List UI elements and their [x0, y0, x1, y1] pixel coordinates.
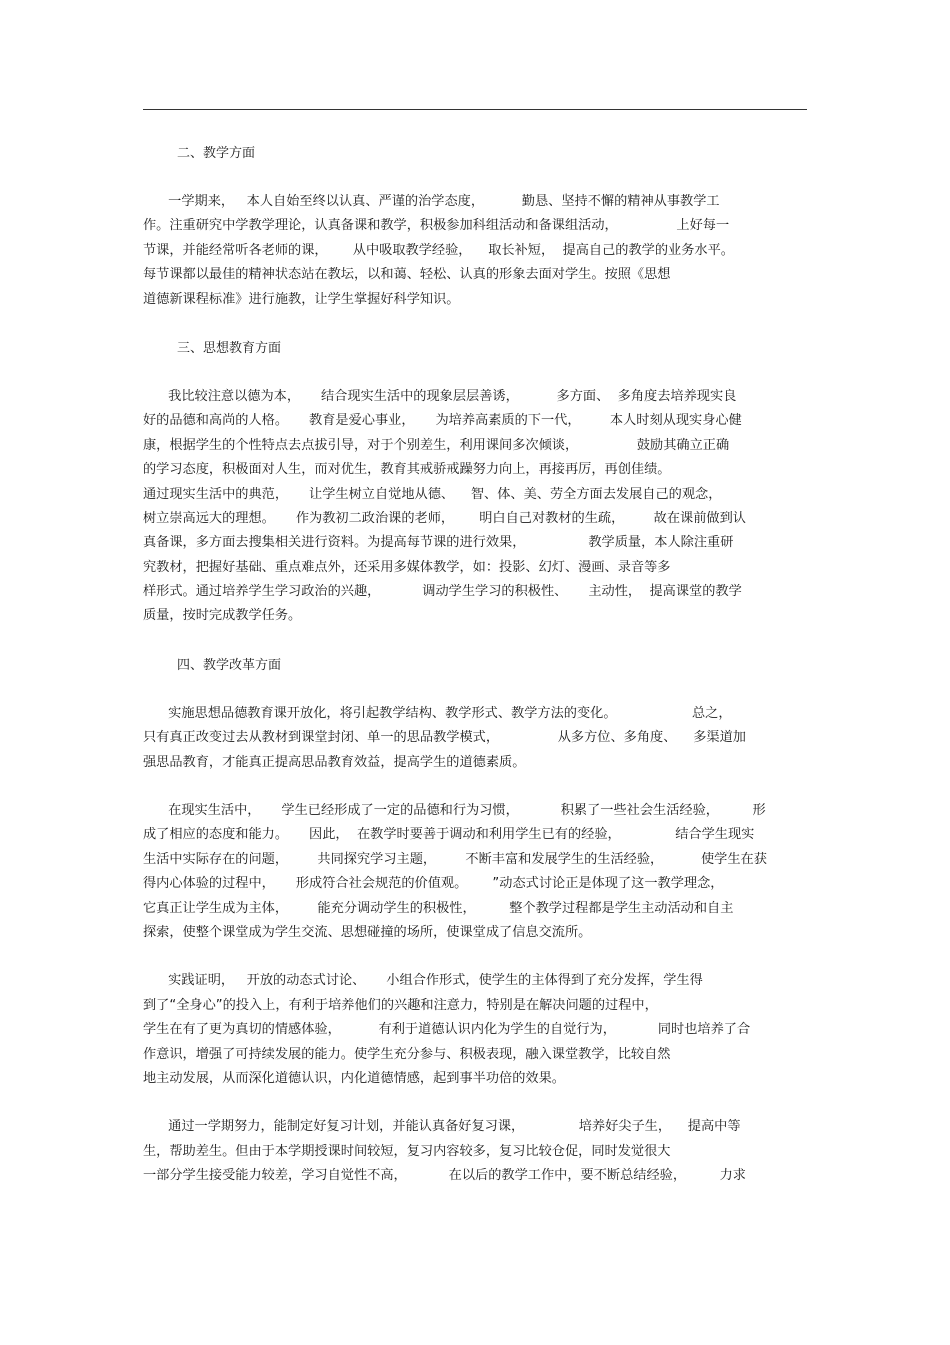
- text-line: 质量，按时完成教学任务。: [143, 608, 302, 624]
- text-line: 成了相应的态度和能力。 因此， 在教学时要善于调动和利用学生已有的经验， 结合学生现实: [143, 827, 755, 843]
- text-line: 生，帮助差生。但由于本学期授课时间较短，复习内容较多，复习比较仓促，同时发觉很大: [143, 1143, 671, 1159]
- text-line: 它真正让学生成为主体， 能充分调动学生的积极性， 整个教学过程都是学生主动活动和自主: [143, 900, 734, 916]
- text-line: 节课，并能经常听各老师的课， 从中吸取教学经验， 取长补短， 提高自己的教学的业务水平。: [143, 242, 734, 258]
- text-line: 我比较注意以德为本， 结合现实生活中的现象层层善诱， 多方面、 多角度去培养现实良: [143, 388, 737, 404]
- header-rule: [143, 109, 807, 110]
- text-line: 样形式。通过培养学生学习政治的兴趣， 调动学生学习的积极性、 主动性， 提高课堂的教学: [143, 584, 742, 600]
- text-line: 好的品德和高尚的人格。 教育是爱心事业， 为培养高素质的下一代， 本人时刻从现实身心健: [143, 413, 742, 429]
- text-line: 树立崇高远大的理想。 作为教初二政治课的老师， 明白自己对教材的生疏， 故在课前做到认: [143, 510, 746, 526]
- text-line: 到了“全身心”的投入上，有利于培养他们的兴趣和注意力，特别是在解决问题的过程中，: [143, 997, 658, 1013]
- section-heading: 三、思想教育方面: [177, 340, 282, 356]
- text-line: 实践证明， 开放的动态式讨论、 小组合作形式，使学生的主体得到了充分发挥，学生得: [143, 973, 703, 989]
- text-line: 通过一学期努力，能制定好复习计划，并能认真备好复习课， 培养好尖子生， 提高中等: [143, 1119, 741, 1135]
- text-line: 道德新课程标准》进行施教，让学生掌握好科学知识。: [143, 291, 460, 307]
- paragraph: [143, 190, 807, 312]
- text-line: 每节课都以最佳的精神状态站在教坛，以和蔼、轻松、认真的形象去面对学生。按照《思想: [143, 267, 671, 283]
- section-heading: 二、教学方面: [177, 146, 256, 161]
- text-line: 一学期来， 本人自始至终以认真、严谨的治学态度， 勤恳、坚持不懈的精神从事教学工: [143, 194, 720, 209]
- text-line: 真备课，多方面去搜集相关进行资料。为提高每节课的进行效果， 教学质量，本人除注重研: [143, 535, 734, 551]
- text-line: 得内心体验的过程中， 形成符合社会规范的价值观。 ”动态式讨论正是体现了这一教学理念，: [143, 876, 724, 892]
- text-line: 探索，使整个课堂成为学生交流、思想碰撞的场所，使课堂成了信息交流所。: [143, 924, 592, 940]
- text-line: 地主动发展，从而深化道德认识，内化道德情感，起到事半功倍的效果。: [143, 1070, 565, 1086]
- text-line: 在现实生活中， 学生已经形成了一定的品德和行为习惯， 积累了一些社会生活经验， 形: [143, 803, 766, 819]
- paragraph: [143, 969, 807, 1091]
- text-line: 通过现实生活中的典范， 让学生树立自觉地从德、 智、体、美、劳全方面去发展自己的观念，: [143, 486, 722, 502]
- text-line: 生活中实际存在的问题， 共同探究学习主题， 不断丰富和发展学生的生活经验， 使学生在获: [143, 851, 767, 867]
- paragraph: [143, 702, 807, 775]
- text-line: 作。注重研究中学教学理论，认真备课和教学，积极参加科组活动和备课组活动， 上好每一: [143, 218, 730, 234]
- text-line: 只有真正改变过去从教材到课堂封闭、单一的思品教学模式， 从多方位、多角度、 多渠道加: [143, 730, 746, 746]
- text-line: 学生在有了更为真切的情感体验， 有利于道德认识内化为学生的自觉行为， 同时也培养了合: [143, 1022, 751, 1038]
- text-line: 究教材，把握好基础、重点难点外，还采用多媒体教学，如：投影、幻灯、漫画、录音等多: [143, 559, 671, 575]
- text-line: 实施思想品德教育课开放化，将引起教学结构、教学形式、教学方法的变化。 总之，: [143, 705, 732, 721]
- paragraph: [143, 1115, 807, 1188]
- text-line: 的学习态度，积极面对人生，而对优生，教育其戒骄戒躁努力向上，再接再厉，再创佳绩。: [143, 462, 671, 478]
- document-body: [143, 141, 807, 1213]
- text-line: 一部分学生接受能力较差，学习自觉性不高， 在以后的教学工作中，要不断总结经验， 力求: [143, 1168, 746, 1184]
- section-heading: 四、教学改革方面: [177, 657, 282, 673]
- text-line: 强思品教育，才能真正提高思品教育效益，提高学生的道德素质。: [143, 754, 526, 770]
- text-line: 康，根据学生的个性特点去点拔引导，对于个别差生，利用课间多次倾谈， 鼓励其确立正确: [143, 437, 730, 453]
- paragraph: [143, 799, 807, 945]
- text-line: 作意识，增强了可持续发展的能力。使学生充分参与、积极表现，融入课堂教学，比较自然: [143, 1046, 671, 1062]
- paragraph: [143, 385, 807, 629]
